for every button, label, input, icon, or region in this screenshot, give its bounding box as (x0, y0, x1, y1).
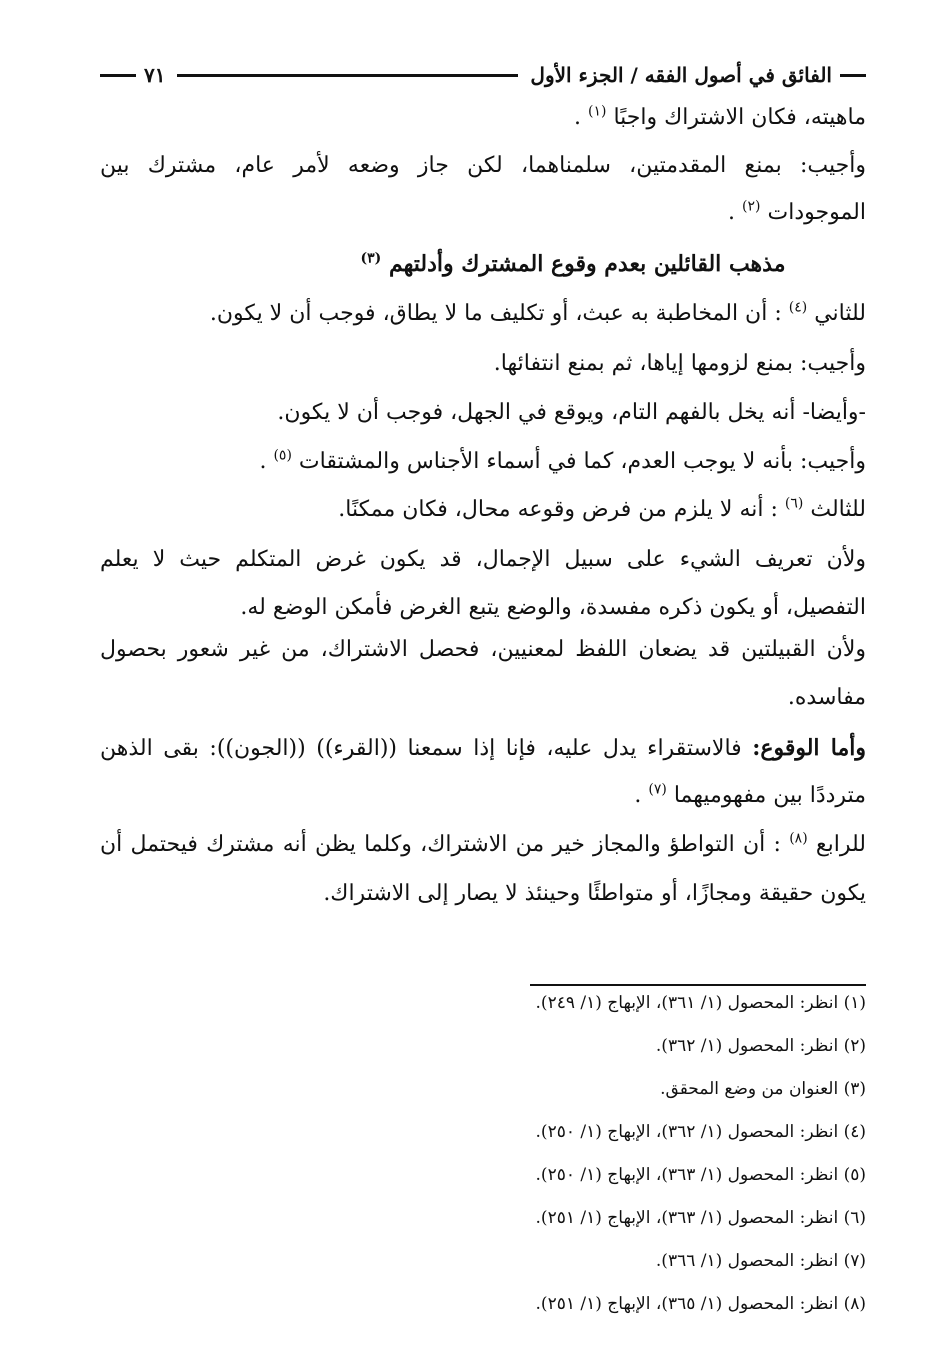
footnote-number: (٤) (843, 1122, 866, 1142)
body-line (100, 195, 866, 231)
footnote-text: انظر: المحصول (١/ ٣٦٥)، الإبهاج (١/ ٢٥١). (535, 1294, 839, 1314)
line-tail: : أن التواطؤ والمجاز خير من الاشتراك، وكلما يظن أنه مشترك فيحتمل أن (100, 832, 781, 857)
footnote-number: (٧) (843, 1251, 866, 1271)
footnote-ref[interactable]: (٢) (742, 198, 761, 215)
line-text: يكون حقيقة ومجازًا، أو متواطئًا وحينئذ لا يصار إلى الاشتراك. (323, 881, 866, 906)
body-line (100, 730, 866, 767)
running-header (100, 58, 866, 92)
line-text: للثاني (814, 301, 866, 326)
footnote-separator (530, 984, 866, 986)
line-tail: . (634, 783, 642, 808)
body-line (100, 444, 866, 480)
body-line (100, 542, 866, 578)
footnote-number: (٣) (843, 1079, 866, 1099)
footnote-number: (١) (843, 993, 866, 1013)
body-line (100, 632, 866, 668)
footnote (300, 1119, 866, 1145)
line-text: مترددًا بين مفهوميهما (673, 783, 866, 808)
footnote-number: (٨) (843, 1294, 866, 1314)
header-dash-right (840, 74, 866, 77)
footnote (300, 1291, 866, 1317)
body-line (100, 395, 866, 431)
heading-text: مذهب القائلين بعدم وقوع المشترك وأدلتهم (388, 251, 786, 277)
footnote-ref[interactable]: (١) (587, 103, 607, 120)
footnote-ref[interactable]: (٥) (273, 447, 292, 464)
footnote-ref[interactable]: (٦) (784, 495, 804, 512)
body-line (100, 148, 866, 184)
line-tail: : أن المخاطبة به عبث، أو تكليف ما لا يطاق، فوجب أن لا يكون. (209, 301, 782, 326)
line-text: وأجيب: بمنع لزومها إياها، ثم بمنع انتفائها. (493, 351, 866, 376)
line-tail: . (259, 449, 267, 474)
page-number: ٧١ (144, 63, 166, 87)
footnote (300, 1205, 866, 1231)
body-line (100, 346, 866, 382)
footnote-ref[interactable]: (٨) (789, 830, 808, 847)
footnote-ref[interactable]: (٧) (648, 781, 667, 798)
line-tail: . (573, 105, 581, 130)
header-dash-left (100, 74, 136, 77)
footnote (300, 1033, 866, 1059)
header-title: الفائق في أصول الفقه / الجزء الأول (530, 63, 832, 87)
footnote-text: انظر: المحصول (١/ ٣٦٣)، الإبهاج (١/ ٢٥٠). (535, 1165, 839, 1185)
section-heading (280, 246, 866, 282)
footnote-text: العنوان من وضع المحقق. (660, 1079, 839, 1099)
line-tail: . (728, 200, 736, 225)
footnote (300, 1248, 866, 1274)
footnote-text: انظر: المحصول (١/ ٣٦٦). (655, 1251, 839, 1271)
line-text: فالاستقراء يدل عليه، فإنا إذا سمعنا ((القرء)) ((الجون)): بقى الذهن (100, 736, 742, 761)
footnote-text: انظر: المحصول (١/ ٣٦٢). (655, 1036, 839, 1056)
footnote-ref[interactable]: (٤) (788, 299, 808, 316)
footnote (300, 990, 866, 1016)
body-line (100, 492, 866, 528)
footnote-text: انظر: المحصول (١/ ٣٦٢)، الإبهاج (١/ ٢٥٠). (535, 1122, 839, 1142)
footnote-number: (٦) (843, 1208, 866, 1228)
body-line (100, 778, 866, 814)
header-rule (177, 74, 518, 77)
line-text: للثالث (810, 497, 866, 522)
body-line (100, 100, 866, 136)
line-text: -وأيضا- أنه يخل بالفهم التام، ويوقع في الجهل، فوجب أن لا يكون. (277, 400, 866, 425)
line-lead: وأما الوقوع: (752, 735, 866, 761)
body-line (100, 296, 866, 332)
body-line (100, 827, 866, 863)
line-text: مفاسده. (787, 685, 866, 710)
line-text: ولأن القبيلتين قد يضعان اللفظ لمعنيين، فحصل الاشتراك، من غير شعور بحصول (100, 637, 866, 662)
line-text: وأجيب: بأنه لا يوجب العدم، كما في أسماء الأجناس والمشتقات (298, 449, 866, 474)
footnote-text: انظر: المحصول (١/ ٣٦١)، الإبهاج (١/ ٢٤٩). (535, 993, 839, 1013)
line-text: التفصيل، أو يكون ذكره مفسدة، والوضع يتبع الغرض فأمكن الوضع له. (240, 595, 866, 620)
footnote (300, 1162, 866, 1188)
body-line (100, 680, 866, 716)
footnote (300, 1076, 866, 1102)
line-tail: : أنه لا يلزم من فرض وقوعه محال، فكان ممكنًا. (338, 497, 778, 522)
body-line (100, 876, 866, 912)
line-text: للرابع (815, 832, 866, 857)
line-text: الموجودات (767, 200, 866, 225)
footnote-number: (٥) (843, 1165, 866, 1185)
footnote-text: انظر: المحصول (١/ ٣٦٣)، الإبهاج (١/ ٢٥١). (535, 1208, 839, 1228)
footnote-number: (٢) (843, 1036, 866, 1056)
line-text: ماهيته، فكان الاشتراك واجبًا (613, 105, 866, 130)
line-text: وأجيب: بمنع المقدمتين، سلمناهما، لكن جاز وضعه لأمر عام، مشترك بين (100, 153, 866, 178)
line-text: ولأن تعريف الشيء على سبيل الإجمال، قد يكون غرض المتكلم حيث لا يعلم (100, 547, 866, 572)
footnote-ref[interactable]: (٣) (360, 250, 382, 267)
body-line (100, 590, 866, 626)
